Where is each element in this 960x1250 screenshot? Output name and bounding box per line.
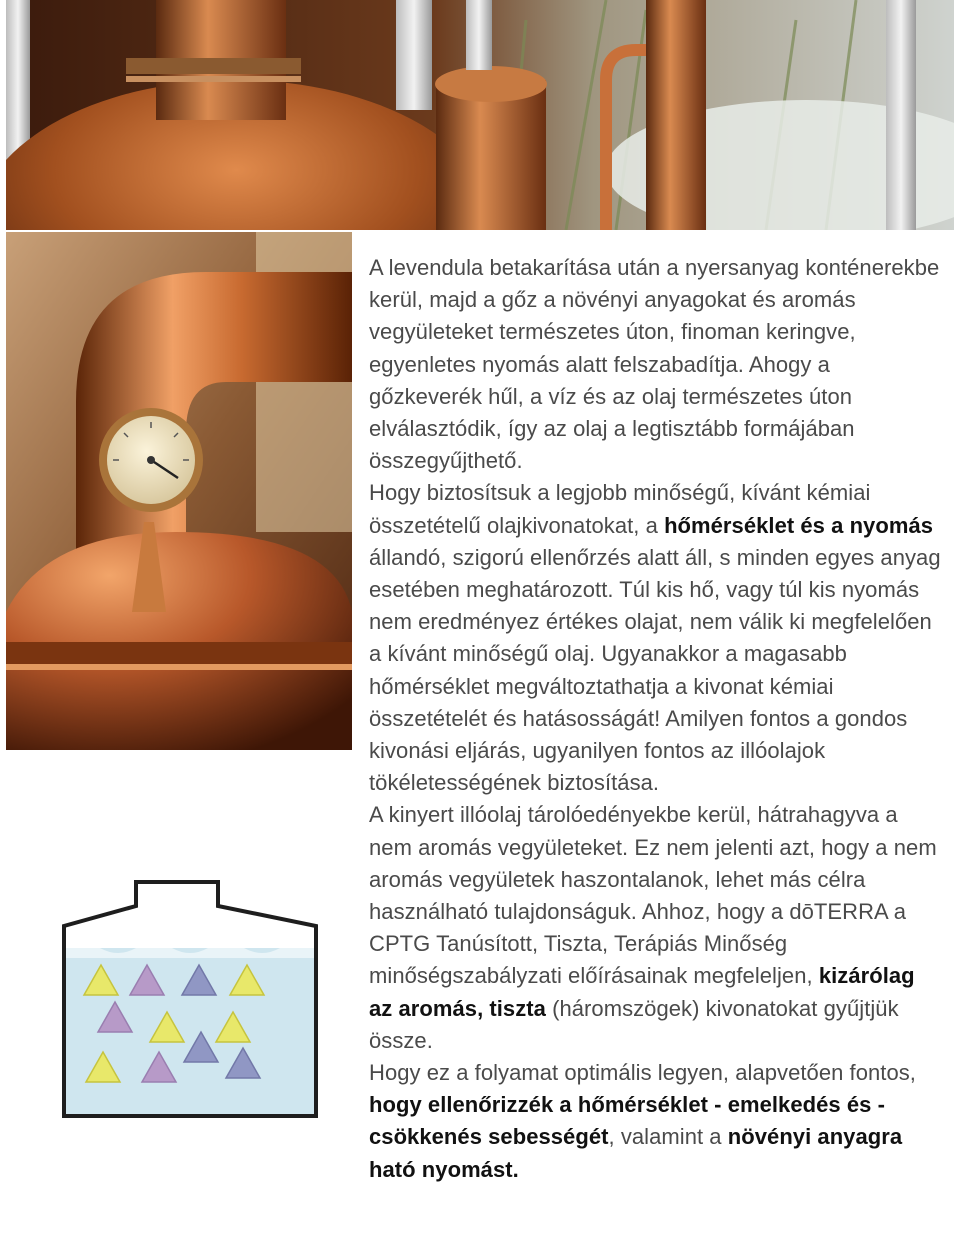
article-body xyxy=(369,252,944,1186)
bold-phrase: növényi anyagra ható nyomást. xyxy=(369,1124,903,1182)
text-segment: A kinyert illóolaj tárolóedényekbe kerül, hátrahagyva a nem aromás vegyületeket. Ez nem jelenti azt, hogy a nem aromás vegyületek haszontalanok, lehet más célra használható tulajdonságuk. Ahhoz, hogy a dōTERRA a CPTG Tanúsított, Tiszta, Terápiás Minőség minőségszabályzati előírásainak megfeleljen, xyxy=(369,802,937,989)
paragraph-3 xyxy=(369,799,944,1057)
copper-distillery-photo xyxy=(6,0,954,230)
text-segment: A levendula betakarítása után a nyersanyag konténerekbe kerül, majd a gőz a növényi anyagokat és aromás vegyületeket természetes úton, finoman keringve, egyenletes nyomás alatt felszabadítja. Ahogy a gőzkeverék hűl, a víz és az olaj természetes úton elválasztódik, így az olaj a legtisztább formájában összegyűjthető. xyxy=(369,255,940,474)
bold-phrase: hőmérséklet és a nyomás xyxy=(664,512,934,538)
text-segment: állandó, szigorú ellenőrzés alatt áll, s minden egyes anyag esetében meghatározott. Túl kis hő, vagy túl kis nyomás nem eredményez értékes olajat, nem válik ki megfelelően a kívánt minőségű olaj. Ugyanakkor a magasabb hőmérséklet megváltoztathatja a kivonat kémiai összetételét és hatásosságát! Amilyen fontos a gondos kivonási eljárás, ugyanilyen fontos az illóolajok tökéletességének biztosítása. xyxy=(369,544,941,796)
copper-still-with-pressure-gauge-photo xyxy=(6,232,352,750)
bold-phrase: kizárólag az aromás, tiszta xyxy=(369,963,915,1021)
text-segment: (háromszögek) kivonatokat gyűjtjük össze. xyxy=(369,995,899,1053)
text-segment: Hogy biztosítsuk a legjobb minőségű, kívánt kémiai összetételű olajkivonatokat, a xyxy=(369,480,871,538)
paragraph-1 xyxy=(369,252,944,477)
text-segment: Hogy ez a folyamat optimális legyen, alapvetően fontos, xyxy=(369,1060,916,1086)
vessel-with-triangles-diagram xyxy=(60,880,320,1120)
paragraph-4 xyxy=(369,1057,944,1186)
bold-phrase: hogy ellenőrizzék a hőmérséklet - emelkedés és - csökkenés sebességét xyxy=(369,1092,885,1150)
text-segment: , valamint a xyxy=(608,1124,728,1150)
paragraph-2 xyxy=(369,477,944,799)
